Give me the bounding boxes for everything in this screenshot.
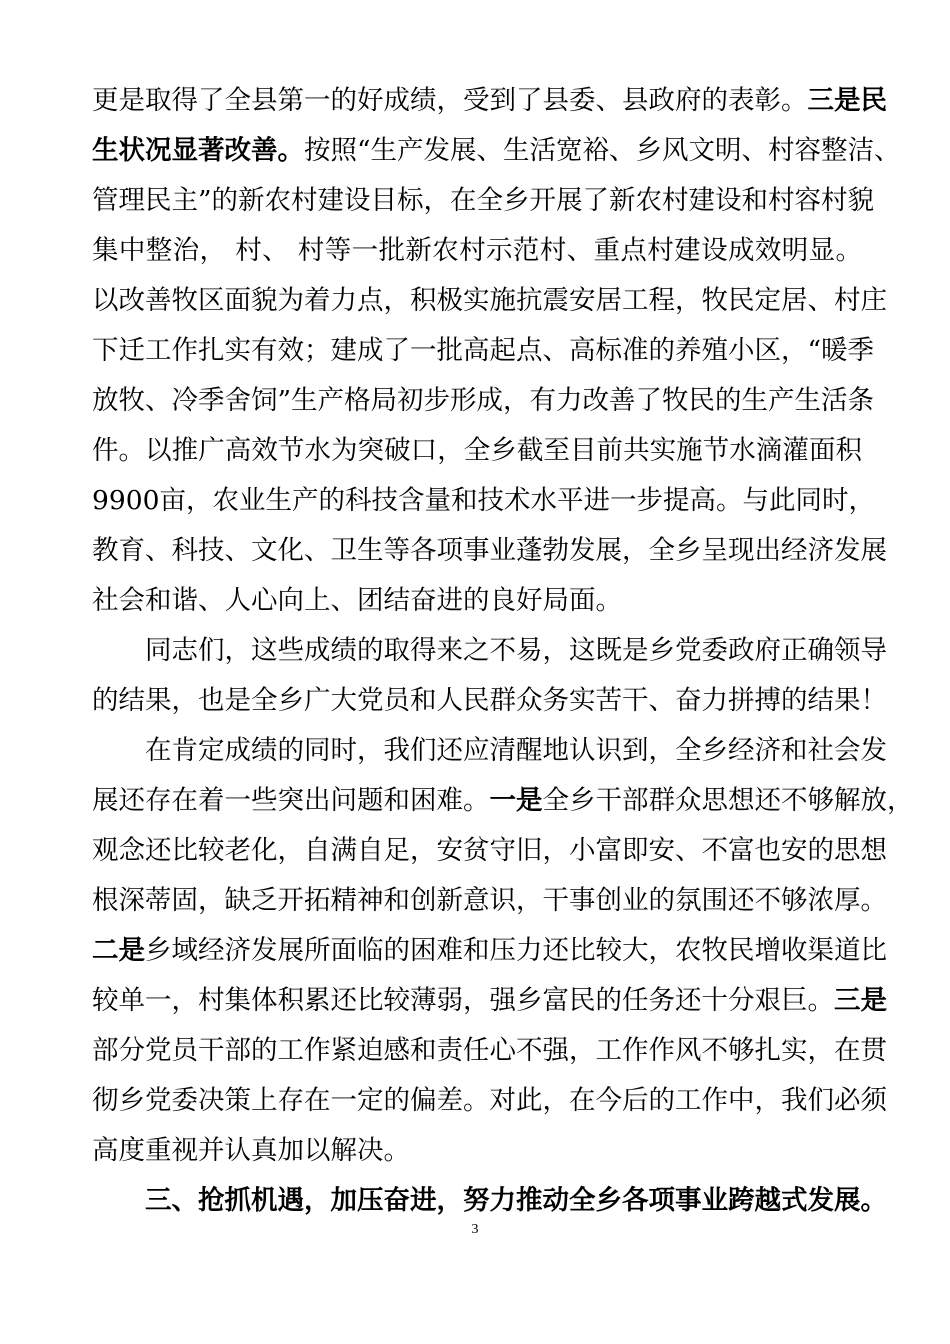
page-number: 3 xyxy=(471,1222,479,1237)
paragraph-line: 放牧、冷季舍饲”生产格局初步形成，有力改善了牧民的生产生活条 xyxy=(92,385,875,416)
paragraph-line: 展还存在着一些突出问题和困难。一是全乡干部群众思想还不够解放， xyxy=(92,785,914,816)
paragraph-line: 在肯定成绩的同时，我们还应清醒地认识到，全乡经济和社会发 xyxy=(145,735,887,766)
section-heading: 三、抢抓机遇，加压奋进，努力推动全乡各项事业跨越式发展。 xyxy=(145,1185,887,1216)
paragraph-line: 根深蒂固，缺乏开拓精神和创新意识，干事创业的氛围还不够浓厚。 xyxy=(92,885,887,916)
paragraph-line: 件。以推广高效节水为突破口，全乡截至目前共实施节水滴灌面积 xyxy=(92,435,862,466)
paragraph-line: 彻乡党委决策上存在一定的偏差。对此，在今后的工作中，我们必须 xyxy=(92,1085,887,1116)
paragraph-line: 教育、科技、文化、卫生等各项事业蓬勃发展，全乡呈现出经济发展 xyxy=(92,535,887,566)
paragraph-line: 观念还比较老化，自满自足，安贫守旧，小富即安、不富也安的思想 xyxy=(92,835,887,866)
paragraph-line: 二是乡域经济发展所面临的困难和压力还比较大，农牧民增收渠道比 xyxy=(92,935,887,966)
paragraph-line: 部分党员干部的工作紧迫感和责任心不强，工作作风不够扎实，在贯 xyxy=(92,1035,887,1066)
paragraph-line: 生状况显著改善。按照“生产发展、生活宽裕、乡风文明、村容整洁、 xyxy=(92,135,901,166)
paragraph-line: 社会和谐、人心向上、团结奋进的良好局面。 xyxy=(92,585,622,616)
paragraph-line: 较单一，村集体积累还比较薄弱，强乡富民的任务还十分艰巨。三是 xyxy=(92,985,887,1016)
paragraph-line: 的结果，也是全乡广大党员和人民群众务实苦干、奋力拼搏的结果！ xyxy=(92,685,887,716)
paragraph-line: 更是取得了全县第一的好成绩，受到了县委、县政府的表彰。三是民 xyxy=(92,85,887,116)
paragraph-line: 9900亩，农业生产的科技含量和技术水平进一步提高。与此同时， xyxy=(92,485,875,516)
paragraph-line: 高度重视并认真加以解决。 xyxy=(92,1135,410,1166)
paragraph-line: 下迁工作扎实有效；建成了一批高起点、高标准的养殖小区，“暖季 xyxy=(92,335,875,366)
paragraph-line: 管理民主”的新农村建设目标，在全乡开展了新农村建设和村容村貌 xyxy=(92,185,875,216)
paragraph-line: 以改善牧区面貌为着力点，积极实施抗震安居工程，牧民定居、村庄 xyxy=(92,285,887,316)
paragraph-line: 同志们，这些成绩的取得来之不易，这既是乡党委政府正确领导 xyxy=(145,635,887,666)
paragraph-line: 集中整治， 村、 村等一批新农村示范村、重点村建设成效明显。 xyxy=(92,235,862,266)
